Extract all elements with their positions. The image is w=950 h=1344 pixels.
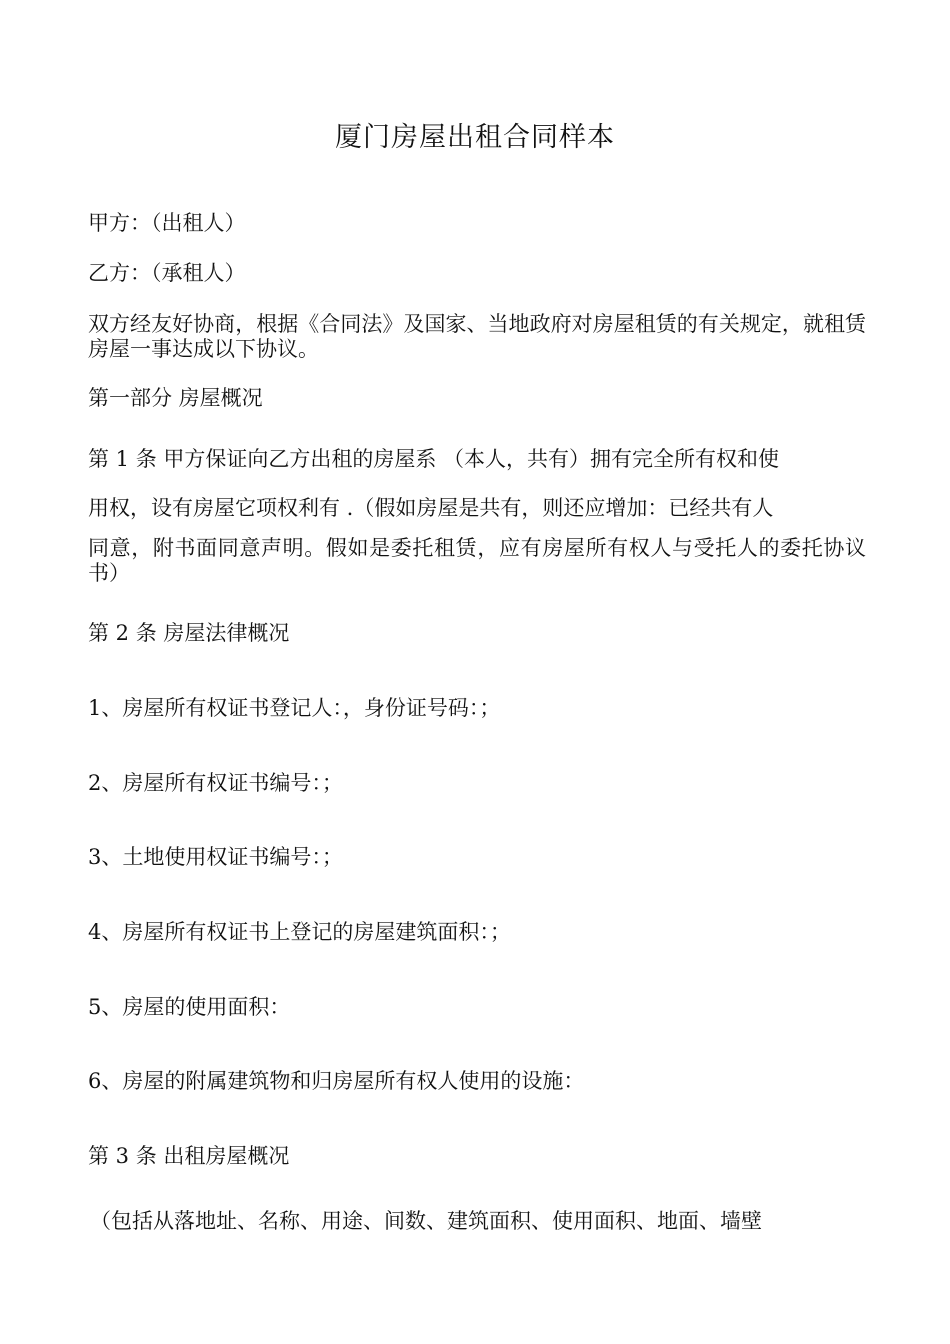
- document-title: 厦门房屋出租合同样本: [335, 122, 615, 153]
- party-a-line: 甲方：（出租人）: [88, 211, 246, 235]
- list-item: 2、房屋所有权证书编号：；: [88, 771, 343, 795]
- article3-line: （包括从落地址、名称、用途、间数、建筑面积、使用面积、地面、墙壁: [90, 1209, 762, 1233]
- preamble-paragraph: 双方经友好协商，根据《合同法》及国家、当地政府对房屋租赁的有关规定，就租赁房屋一事达成以下协议。: [88, 312, 866, 361]
- part1-heading: 第一部分 房屋概况: [88, 386, 263, 410]
- list-item: 6、房屋的附属建筑物和归房屋所有权人使用的设施：: [88, 1069, 585, 1093]
- article3-heading: 第 3 条 出租房屋概况: [88, 1144, 290, 1168]
- list-item: 4、房屋所有权证书上登记的房屋建筑面积：；: [88, 920, 511, 944]
- list-item: 5、房屋的使用面积：: [88, 995, 291, 1019]
- party-b-line: 乙方：（承租人）: [88, 261, 246, 285]
- article1-line2: 用权，设有房屋它项权利有 .（假如房屋是共有，则还应增加：已经共有人: [88, 496, 774, 520]
- article1-line1: 第 1 条 甲方保证向乙方出租的房屋系 （本人，共有）拥有完全所有权和使: [88, 447, 780, 471]
- list-item: 3、土地使用权证书编号：；: [88, 845, 343, 869]
- article1-line3: 同意，附书面同意声明。假如是委托租赁，应有房屋所有权人与受托人的委托协议书）: [88, 536, 866, 585]
- list-item: 1、房屋所有权证书登记人：，身份证号码：；: [88, 696, 501, 720]
- article2-heading: 第 2 条 房屋法律概况: [88, 621, 290, 645]
